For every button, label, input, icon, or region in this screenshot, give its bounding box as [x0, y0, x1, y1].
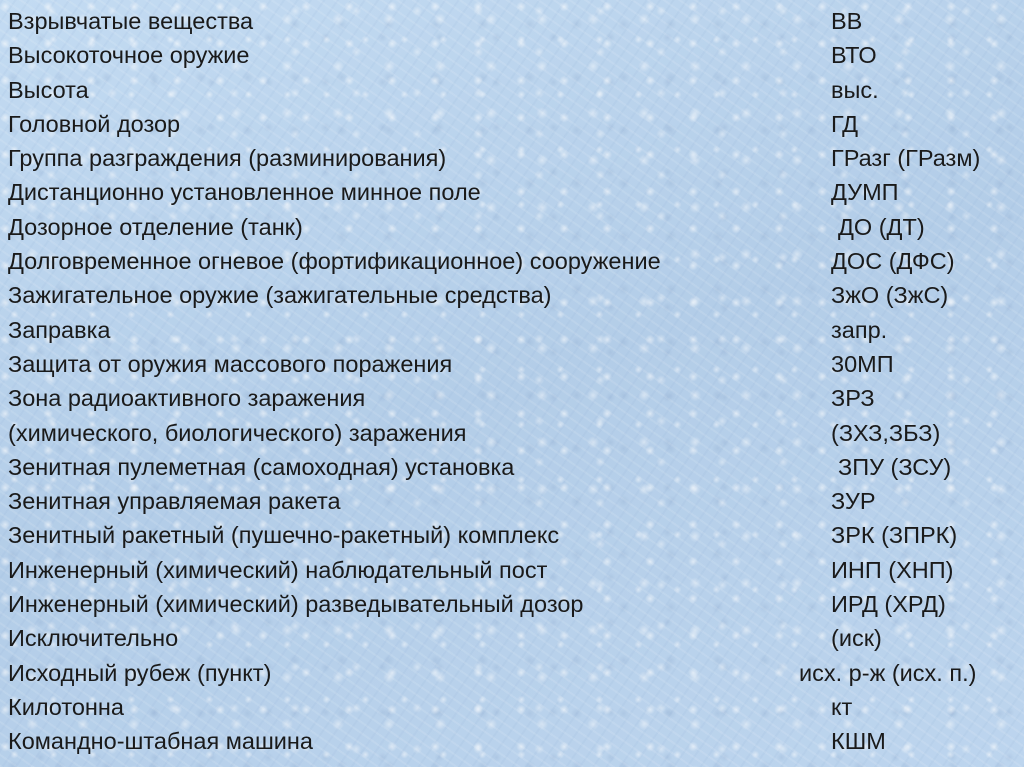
- glossary-abbreviation: ИНП (ХНП): [831, 556, 954, 583]
- glossary-term: Дозорное отделение (танк): [8, 213, 303, 240]
- glossary-term: Инженерный (химический) наблюдательный пост: [8, 556, 548, 583]
- glossary-row: [0, 244, 1024, 278]
- glossary-term: Высокоточное оружие: [8, 42, 250, 69]
- glossary-row: [0, 347, 1024, 381]
- glossary-term: Взрывчатые вещества: [8, 8, 254, 34]
- glossary-abbreviation: ЗПУ (ЗСУ): [838, 453, 952, 480]
- glossary-abbreviation: ЗУР: [831, 488, 876, 515]
- glossary-abbreviation: кт: [831, 693, 853, 720]
- glossary-abbreviation: исх. р-ж (исх. п.): [799, 659, 977, 686]
- glossary-abbreviation: ЗжО (ЗжС): [831, 282, 949, 309]
- glossary-abbreviation: ВВ: [831, 8, 863, 34]
- glossary-term: Зенитная управляемая ракета: [8, 488, 341, 515]
- glossary-term: Головной дозор: [8, 110, 181, 137]
- glossary-term: Исходный рубеж (пункт): [8, 659, 272, 686]
- glossary-term: Зажигательное оружие (зажигательные средства): [8, 282, 552, 309]
- glossary-row: [0, 107, 1024, 141]
- glossary-abbreviation: ДОС (ДФС): [831, 248, 955, 275]
- glossary-row: [0, 518, 1024, 552]
- glossary-term: Инженерный (химический) разведывательный дозор: [8, 591, 584, 618]
- glossary-row: [0, 587, 1024, 621]
- glossary-term: Исключительно: [8, 625, 179, 652]
- glossary-abbreviation: 30МП: [831, 350, 894, 377]
- glossary-row: [0, 450, 1024, 484]
- glossary-abbreviation: ЗРЗ: [831, 385, 875, 412]
- glossary-abbreviation: запр.: [831, 316, 888, 343]
- glossary-row: [0, 484, 1024, 518]
- glossary-term: Группа разграждения (разминирования): [8, 145, 447, 172]
- glossary-row: [0, 553, 1024, 587]
- glossary-term: Командно-штабная машина: [8, 728, 313, 755]
- glossary-row: [0, 278, 1024, 312]
- glossary-term: Килотонна: [8, 693, 124, 720]
- glossary-abbreviation: ГРазг (ГРазм): [831, 145, 981, 172]
- glossary-term: (химического, биологического) заражения: [8, 419, 467, 446]
- glossary-term: Дистанционно установленное минное поле: [8, 179, 481, 206]
- glossary-row: [0, 38, 1024, 72]
- glossary-row: [0, 381, 1024, 415]
- glossary-term: Долговременное огневое (фортификационное) сооружение: [8, 248, 661, 275]
- glossary-abbreviation: ГД: [831, 110, 859, 137]
- glossary-row: [0, 621, 1024, 655]
- glossary-abbreviation: ЗРК (ЗПРК): [831, 522, 958, 549]
- glossary-term: Защита от оружия массового поражения: [8, 350, 453, 377]
- glossary-abbreviation: (ЗХЗ,ЗБЗ): [831, 419, 941, 446]
- glossary-row: [0, 175, 1024, 209]
- glossary-abbreviation: выс.: [831, 76, 879, 103]
- glossary-term: Зенитный ракетный (пушечно-ракетный) комплекс: [8, 522, 560, 549]
- glossary-abbreviation: ВТО: [831, 42, 877, 69]
- glossary-row: [0, 313, 1024, 347]
- glossary-abbreviation: КШМ: [831, 728, 886, 755]
- glossary-abbreviation: ДУМП: [831, 179, 899, 206]
- abbreviation-glossary: [0, 4, 1024, 759]
- glossary-term: Заправка: [8, 316, 111, 343]
- glossary-row: [0, 210, 1024, 244]
- glossary-row: [0, 416, 1024, 450]
- glossary-row: [0, 690, 1024, 724]
- glossary-term: Высота: [8, 76, 89, 103]
- glossary-row: [0, 73, 1024, 107]
- glossary-abbreviation: (иск): [831, 625, 882, 652]
- glossary-row: [0, 141, 1024, 175]
- glossary-row: [0, 656, 1024, 690]
- glossary-row: [0, 724, 1024, 758]
- glossary-term: Зенитная пулеметная (самоходная) установка: [8, 453, 515, 480]
- glossary-row: [0, 4, 1024, 38]
- glossary-term: Зона радиоактивного заражения: [8, 385, 366, 412]
- glossary-abbreviation: ДО (ДТ): [838, 213, 925, 240]
- glossary-abbreviation: ИРД (ХРД): [831, 591, 946, 618]
